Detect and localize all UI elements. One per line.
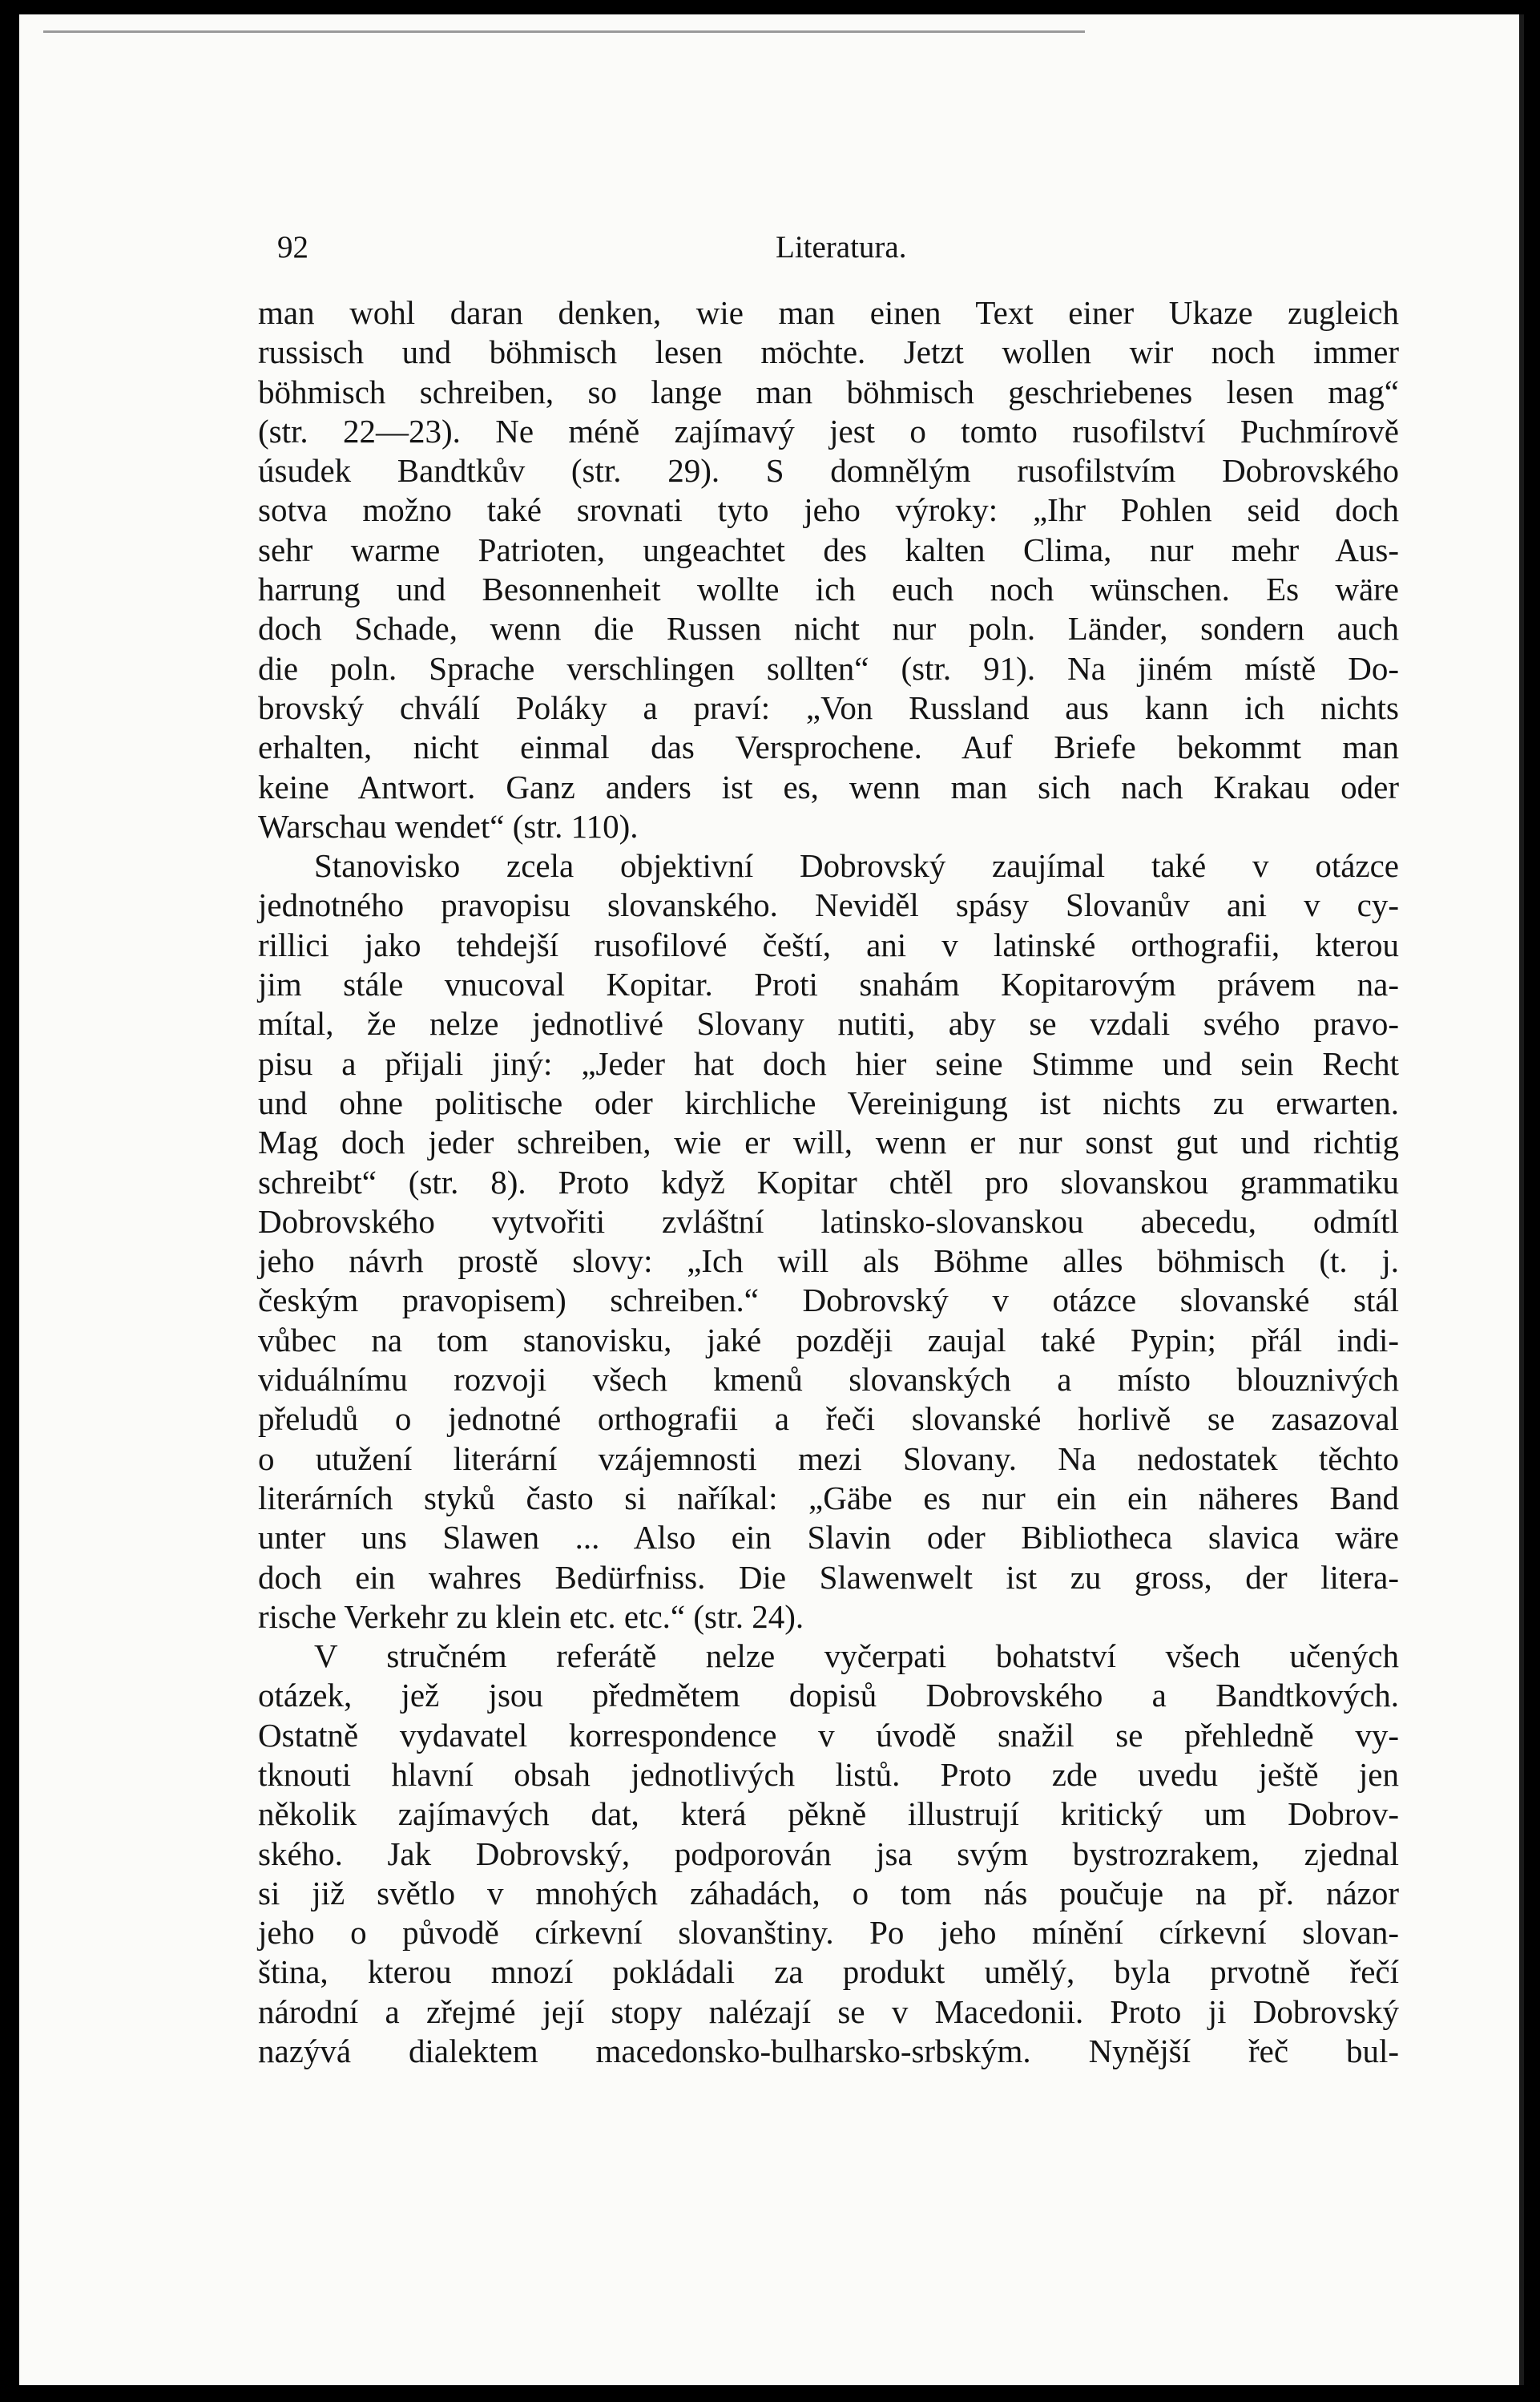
text-line: jednotného pravopisu slovanského. Neviděl spásy Slovanův ani v cy-: [258, 886, 1399, 924]
text-line: přeludů o jednotné orthografii a řeči slovanské horlivě se zasazoval: [258, 1400, 1399, 1438]
text-line: několik zajímavých dat, která pěkně illustrují kritický um Dobrov-: [258, 1795, 1399, 1833]
page-header: [277, 229, 1418, 269]
text-line: doch ein wahres Bedürfniss. Die Slawenwelt ist zu gross, der litera-: [258, 1558, 1399, 1596]
text-line: jeho o původě církevní slovanštiny. Po jeho mínění církevní slovan-: [258, 1914, 1399, 1952]
text-line: Warschau wendet“ (str. 110).: [258, 807, 639, 845]
text-line: jeho návrh prostě slovy: „Ich will als Böhme alles böhmisch (t. j.: [258, 1242, 1399, 1280]
text-line: doch Schade, wenn die Russen nicht nur poln. Länder, sondern auch: [258, 610, 1399, 648]
text-line: mítal, že nelze jednotlivé Slovany nutiti, aby se vzdali svého pravo-: [258, 1005, 1399, 1043]
page-number: 92: [277, 230, 308, 264]
text-line: rische Verkehr zu klein etc. etc.“ (str. 24).: [258, 1597, 804, 1635]
text-line: russisch und böhmisch lesen möchte. Jetzt wollen wir noch immer: [258, 333, 1399, 371]
text-line: brovský chválí Poláky a praví: „Von Russland aus kann ich nichts: [258, 688, 1399, 726]
text-line: Ostatně vydavatel korrespondence v úvodě snažil se přehledně vy-: [258, 1716, 1399, 1754]
text-line: sehr warme Patrioten, ungeachtet des kalten Clima, nur mehr Aus-: [258, 531, 1399, 568]
text-line: erhalten, nicht einmal das Versprochene. Auf Briefe bekommt man: [258, 729, 1399, 766]
text-line: (str. 22—23). Ne méně zajímavý jest o tomto rusofilství Puchmírově: [258, 412, 1399, 450]
text-line: nazývá dialektem macedonsko-bulharsko-srbským. Nynější řeč bul-: [258, 2033, 1399, 2070]
text-line: úsudek Bandtkův (str. 29). S domnělým rusofilstvím Dobrovského: [258, 452, 1399, 490]
text-line: Dobrovského vytvořiti zvláštní latinsko-slovanskou abecedu, odmítl: [258, 1202, 1399, 1240]
body-text: [258, 293, 1399, 2071]
text-line: böhmisch schreiben, so lange man böhmisch geschriebenes lesen mag“: [258, 373, 1399, 410]
paragraph: [258, 846, 1399, 1637]
text-line: keine Antwort. Ganz anders ist es, wenn man sich nach Krakau oder: [258, 768, 1399, 805]
text-line: jim stále vnucoval Kopitar. Proti snahám Kopitarovým právem na-: [258, 966, 1399, 1003]
paragraph: [258, 1637, 1399, 2071]
text-line: Stanovisko zcela objektivní Dobrovský zaujímal také v otázce: [314, 847, 1399, 885]
text-line: o utužení literární vzájemnosti mezi Slovany. Na nedostatek těchto: [258, 1439, 1399, 1477]
text-line: českým pravopisem) schreiben.“ Dobrovský v otázce slovanské stál: [258, 1282, 1399, 1319]
text-line: die poln. Sprache verschlingen sollten“ (str. 91). Na jiném místě Do-: [258, 649, 1399, 687]
text-line: vůbec na tom stanovisku, jaké později zaujal také Pypin; přál indi-: [258, 1321, 1399, 1358]
text-line: rillici jako tehdejší rusofilové čeští, ani v latinské orthografii, kterou: [258, 926, 1399, 963]
page-edge-rule: [43, 30, 1085, 33]
text-line: si již světlo v mnohých záhadách, o tom nás poučuje na př. názor: [258, 1874, 1399, 1912]
text-line: harrung und Besonnenheit wollte ich euch noch wünschen. Es wäre: [258, 571, 1399, 608]
text-line: man wohl daran denken, wie man einen Text einer Ukaze zugleich: [258, 294, 1399, 331]
paragraph: [258, 293, 1399, 846]
text-line: V stručném referátě nelze vyčerpati bohatství všech učených: [314, 1637, 1399, 1675]
text-line: tknouti hlavní obsah jednotlivých listů. Proto zde uvedu ještě jen: [258, 1755, 1399, 1793]
text-line: ština, kterou mnozí pokládali za produkt umělý, byla prvotně řečí: [258, 1953, 1399, 1991]
running-title: Literatura.: [776, 230, 907, 264]
text-line: unter uns Slawen ... Also ein Slavin oder Bibliotheca slavica wäre: [258, 1519, 1399, 1556]
text-line: Mag doch jeder schreiben, wie er will, wenn er nur sonst gut und richtig: [258, 1124, 1399, 1161]
text-line: národní a zřejmé její stopy nalézají se v Macedonii. Proto ji Dobrovský: [258, 1992, 1399, 2030]
text-line: sotva možno také srovnati tyto jeho výroky: „Ihr Pohlen seid doch: [258, 491, 1399, 529]
text-line: schreibt“ (str. 8). Proto když Kopitar chtěl pro slovanskou grammatiku: [258, 1163, 1399, 1201]
text-line: ského. Jak Dobrovský, podporován jsa svým bystrozrakem, zjednal: [258, 1835, 1399, 1872]
text-line: otázek, jež jsou předmětem dopisů Dobrovského a Bandtkových.: [258, 1677, 1399, 1714]
text-line: pisu a přijali jiný: „Jeder hat doch hier seine Stimme und sein Recht: [258, 1044, 1399, 1082]
text-line: und ohne politische oder kirchliche Vereinigung ist nichts zu erwarten.: [258, 1084, 1399, 1121]
text-line: viduálnímu rozvoji všech kmenů slovanských a místo blouznivých: [258, 1361, 1399, 1399]
text-line: literárních styků často si naříkal: „Gäbe es nur ein ein näheres Band: [258, 1479, 1399, 1516]
